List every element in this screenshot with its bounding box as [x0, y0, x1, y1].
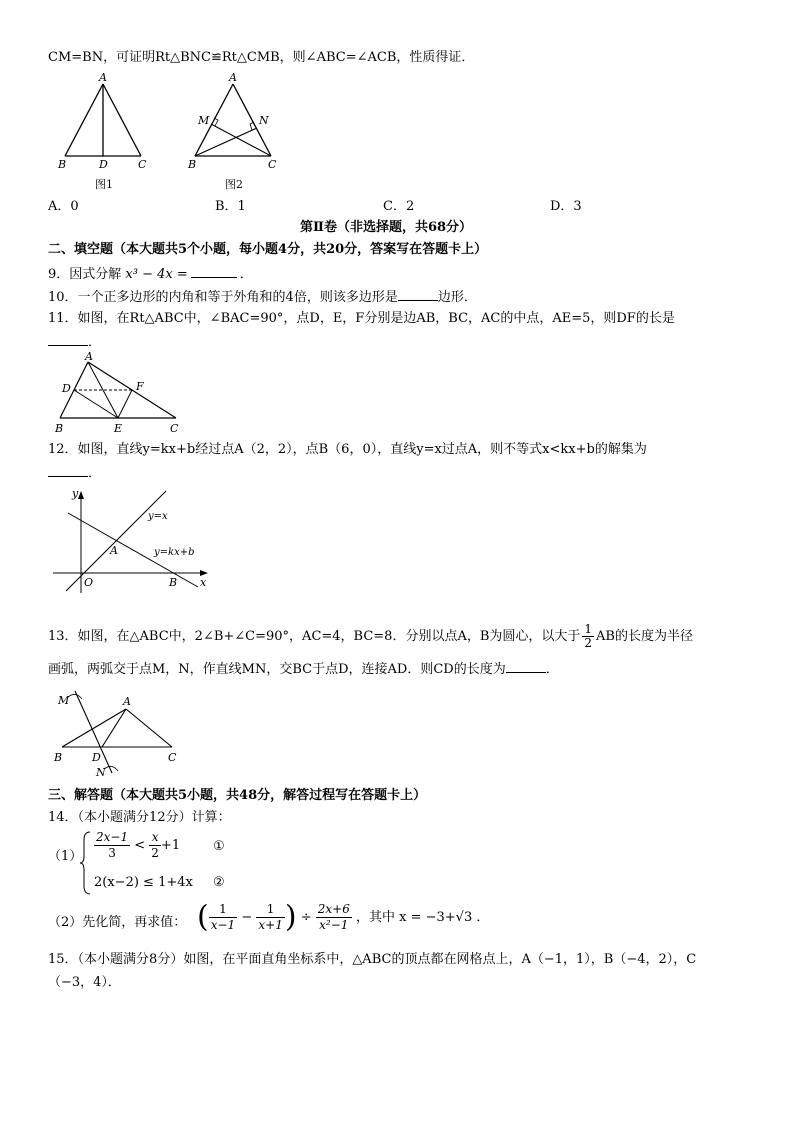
choice-c: C．2: [383, 199, 415, 214]
figure-1: [55, 72, 165, 192]
label-C: C: [268, 158, 277, 171]
q13-text-a: 13．如图，在△ABC中，2∠B+∠C=90°，AC=4，BC=8．分别以点A，B为圆心，以大于: [48, 629, 581, 644]
choice-a: A．0: [48, 199, 79, 214]
divide-sign: ÷: [300, 910, 312, 925]
label-C: C: [170, 422, 179, 435]
question-15-line2: （−3，4）．: [48, 975, 121, 990]
choice-d: D．3: [550, 199, 582, 214]
q9-prefix: 9．因式分解: [48, 267, 126, 282]
fraction: [316, 902, 352, 933]
question-13-line2: [48, 659, 559, 679]
brace: [80, 830, 92, 896]
answer-blank: [191, 264, 237, 278]
label-N: N: [96, 766, 106, 779]
fraction-den: x−1: [210, 918, 236, 932]
label-A: A: [229, 72, 237, 84]
question-13: [48, 623, 693, 650]
label-A: A: [123, 695, 131, 708]
question-9: [48, 264, 253, 284]
answer-blank: [506, 659, 546, 673]
label-B: B: [55, 422, 64, 435]
fraction: [582, 623, 594, 650]
q13-suffix: ．: [545, 662, 559, 677]
less-than: <: [134, 838, 146, 853]
fraction-num: 2x−1: [96, 830, 129, 844]
q11-suffix: ．: [88, 335, 102, 350]
label-A: A: [99, 72, 107, 84]
fraction: [94, 830, 130, 861]
axis-y-label: y: [72, 487, 79, 500]
section-title: 二、填空题（本大题共5个小题，每小题4分，共20分，答案写在答题卡上）: [48, 242, 488, 257]
q9-suffix: ．: [239, 267, 253, 282]
fraction-den: x²−1: [319, 918, 349, 932]
axis-x-label: x: [200, 576, 207, 589]
fraction: [256, 902, 284, 933]
fraction: [209, 902, 237, 933]
label-M: M: [198, 114, 210, 127]
q11-figure: [50, 352, 190, 436]
q12-suffix: ．: [88, 466, 102, 481]
q10-text: 10．一个正多边形的内角和等于外角和的4倍，则该多边形是: [48, 290, 398, 305]
paren-left: (: [197, 899, 209, 935]
q14-expression: [197, 899, 490, 935]
fraction-den: 2: [584, 636, 593, 650]
fraction-num: 1: [256, 902, 284, 918]
question-11: 11．如图，在Rt△ABC中，∠BAC=90°，点D，E，F分别是边AB，BC，AC的中点，AE=5，则DF的长是: [48, 311, 675, 326]
label-D: D: [92, 751, 101, 764]
q14-part2: （2）先化简，再求值：: [48, 915, 187, 930]
fraction-num: 1: [584, 622, 593, 636]
ineq-tail: +1: [160, 838, 181, 853]
label-B: B: [169, 576, 178, 589]
line-label-ykxb: y=kx+b: [154, 547, 195, 558]
label-A: A: [85, 352, 93, 363]
inequality-2: 2(x−2) ≤ 1+4x: [94, 875, 193, 890]
fraction: [149, 830, 161, 861]
label-F: F: [136, 380, 144, 393]
mark-1: ①: [213, 839, 225, 854]
label-B: B: [54, 751, 63, 764]
q12-graph: [48, 483, 218, 601]
question-10: [48, 287, 477, 307]
fraction-num: 2x+6: [317, 902, 350, 916]
label-D: D: [99, 158, 108, 171]
question-12-answer: [48, 463, 101, 483]
q14-tail: ，其中 x = −3+√3 ．: [355, 910, 490, 925]
label-M: M: [58, 694, 70, 707]
label-D: D: [62, 382, 71, 395]
answer-blank: [48, 463, 88, 477]
label-N: N: [259, 114, 269, 127]
figure-2: [185, 72, 295, 192]
label-E: E: [114, 422, 123, 435]
fraction-den: x+1: [258, 918, 283, 932]
figure-caption: 图1: [95, 178, 113, 191]
answer-blank: [398, 287, 438, 301]
inequality-1: [94, 830, 180, 861]
q9-expr: x³ − 4x =: [125, 267, 188, 282]
section-title: 三、解答题（本大题共5小题，共48分，解答过程写在答题卡上）: [48, 788, 427, 803]
question-14: 14．（本小题满分12分）计算：: [48, 810, 231, 825]
paren-right: ): [284, 899, 297, 935]
part-title: 第Ⅱ卷（非选择题，共68分）: [300, 220, 473, 235]
fraction-num: 1: [209, 902, 237, 918]
q13-text-c: 画弧，两弧交于点M，N，作直线MN，交BC于点D，连接AD．则CD的长度为: [48, 662, 506, 677]
label-A: A: [110, 544, 118, 557]
q14-part1-label: （1）: [48, 849, 83, 864]
label-C: C: [138, 158, 147, 171]
answer-blank: [48, 332, 88, 346]
text-line: CM=BN，可证明Rt△BNC≌Rt△CMB，则∠ABC=∠ACB，性质得证．: [48, 50, 475, 65]
fraction-den: 2: [151, 846, 159, 860]
q13-figure: [50, 685, 190, 780]
fraction-num: x: [149, 830, 161, 846]
mark-2: ②: [213, 875, 225, 890]
question-15: 15．（本小题满分8分）如图，在平面直角坐标系中，△ABC的顶点都在网格点上，A（−1，1），B（−4，2），C: [48, 952, 697, 967]
minus-sign: −: [241, 910, 253, 925]
fraction-den: 3: [108, 846, 116, 860]
q10-suffix: 边形．: [437, 290, 477, 305]
figure-caption: 图2: [225, 178, 243, 191]
line-label-yx: y=x: [148, 511, 168, 522]
label-B: B: [188, 158, 197, 171]
choice-b: B．1: [215, 199, 246, 214]
label-C: C: [168, 751, 177, 764]
question-11-answer: [48, 332, 101, 352]
label-B: B: [58, 158, 67, 171]
question-12: 12．如图，直线y=kx+b经过点A（2，2），点B（6，0），直线y=x过点A，则不等式x<kx+b的解集为: [48, 442, 647, 457]
origin-label: O: [84, 576, 94, 589]
q13-text-b: AB的长度为半径: [596, 629, 693, 644]
